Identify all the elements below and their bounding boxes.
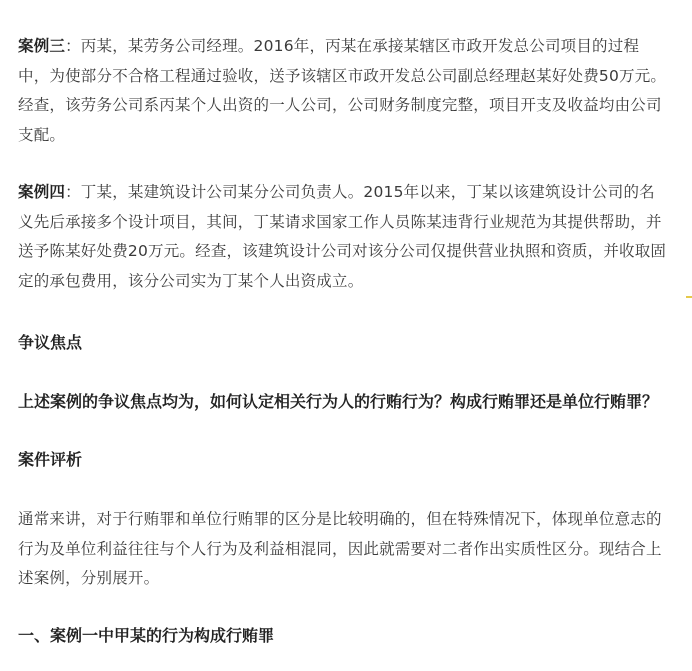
case-four-paragraph: [18, 178, 668, 296]
case-three-paragraph: [18, 32, 668, 150]
dispute-heading: 争议焦点: [18, 333, 83, 352]
case-four-label: 案例四: [18, 183, 66, 201]
case-three-text: ：丙某，某劳务公司经理。2016年，丙某在承接某辖区市政开发总公司项目的过程中，为使部分不合格工程通过验收，送予该辖区市政开发总公司副总经理赵某好处费50万元。经查，该劳务公司系丙某个人出资的一人公司，公司财务制度完整，项目开支及收益均由公司支配。: [18, 37, 667, 144]
case-four-text: ：丁某，某建筑设计公司某分公司负责人。2015年以来，丁某以该建筑设计公司的名义先后承接多个设计项目，其间，丁某请求国家工作人员陈某违背行业规范为其提供帮助，并送予陈某好处费20万元。经查，该建筑设计公司对该分公司仅提供营业执照和资质，并收取固定的承包费用，该分公司实为丁某个人出资成立。: [18, 183, 667, 290]
scroll-marker: [686, 296, 692, 298]
review-heading: 案件评析: [18, 450, 83, 469]
dispute-question: 上述案例的争议焦点均为，如何认定相关行为人的行贿行为？构成行贿罪还是单位行贿罪？: [18, 392, 659, 411]
case-three-label: 案例三: [18, 37, 66, 55]
section-one-heading: 一、案例一中甲某的行为构成行贿罪: [18, 626, 275, 645]
analysis-paragraph: 通常来讲，对于行贿罪和单位行贿罪的区分是比较明确的，但在特殊情况下，体现单位意志的行为及单位利益往往与个人行为及利益相混同，因此就需要对二者作出实质性区分。现结合上述案例，分别展开。: [18, 510, 662, 587]
